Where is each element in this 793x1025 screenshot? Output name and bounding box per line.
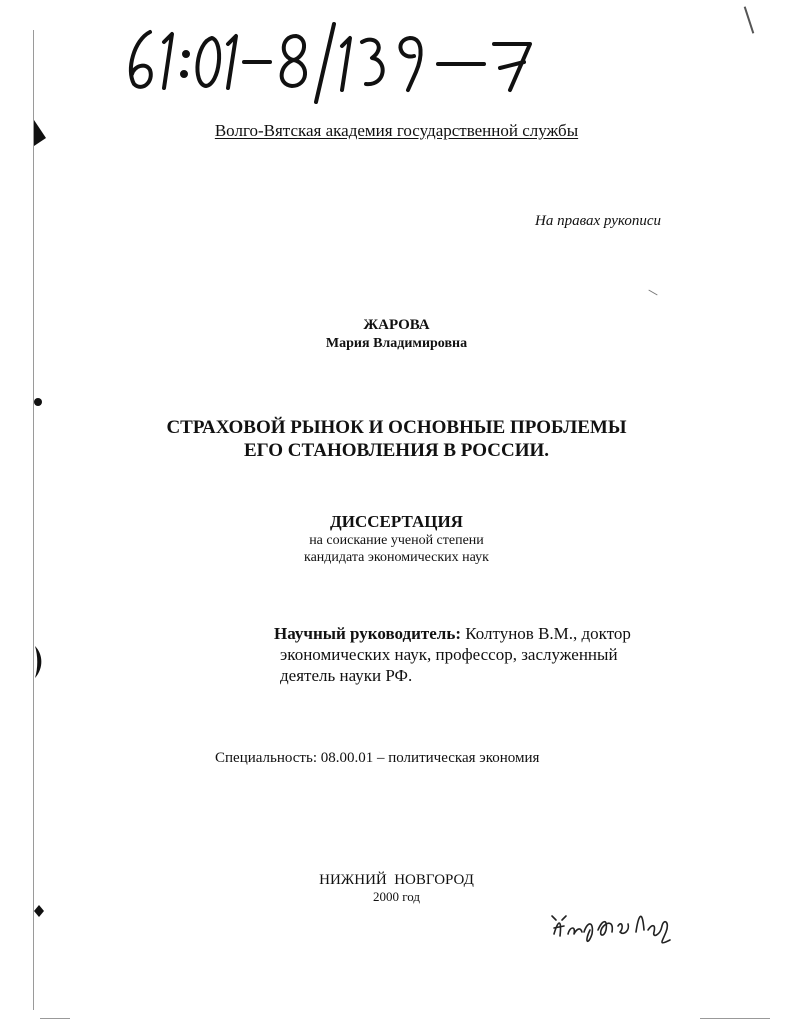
binding-dot-icon [33, 396, 43, 408]
supervisor-line [274, 623, 674, 644]
year: 2000 год [373, 889, 420, 904]
scan-edge-mark [40, 1018, 70, 1019]
manuscript-note: На правах рукописи [535, 213, 661, 229]
specialty: Специальность: 08.00.01 – политическая экономия [215, 750, 540, 766]
scan-edge-mark [744, 6, 755, 33]
author-block [0, 316, 793, 353]
city: НИЖНИЙ НОВГОРОД [319, 872, 474, 888]
dissertation-type-block [0, 512, 793, 566]
supervisor-label: Научный руководитель: [274, 624, 461, 643]
degree-line: кандидата экономических наук [304, 550, 489, 565]
supervisor-line: экономических наук, профессор, заслуженный [280, 645, 618, 664]
binding-mark-icon [32, 644, 46, 680]
title-line: СТРАХОВОЙ РЫНОК И ОСНОВНЫЕ ПРОБЛЕМЫ [166, 417, 627, 438]
scan-edge-mark [700, 1018, 770, 1019]
dissertation-title [0, 416, 793, 462]
degree-line: на соискание ученой степени [309, 533, 484, 548]
author-signature [548, 890, 678, 950]
scan-edge-mark [648, 290, 657, 296]
binding-dot-icon [33, 904, 45, 918]
handwritten-registry-number [120, 18, 560, 108]
supervisor-block [274, 623, 674, 686]
author-surname: ЖАРОВА [363, 317, 430, 333]
institution-name: Волго-Вятская академия государственной службы [214, 121, 579, 140]
author-name: Мария Владимировна [325, 336, 468, 351]
supervisor-line: деятель науки РФ. [280, 666, 413, 685]
dissertation-heading: ДИССЕРТАЦИЯ [330, 512, 463, 531]
title-line: ЕГО СТАНОВЛЕНИЯ В РОССИИ. [243, 440, 550, 461]
supervisor-name: Колтунов В.М., доктор [465, 624, 631, 643]
